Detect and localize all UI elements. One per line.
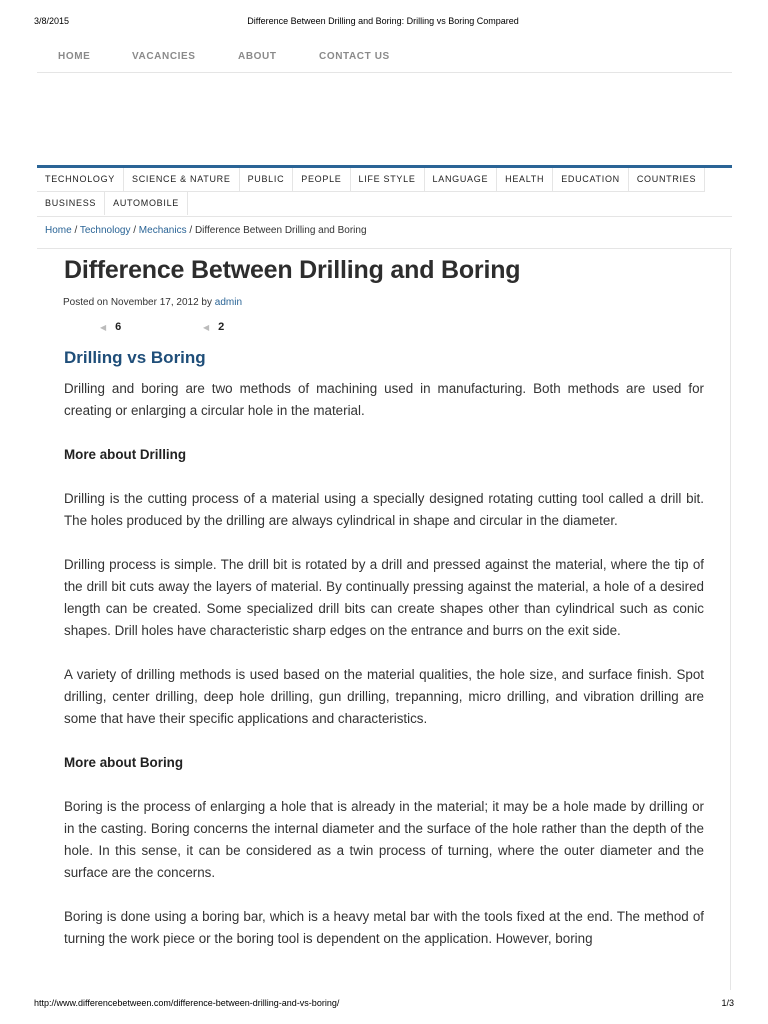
- top-menu-vacancies[interactable]: VACANCIES: [132, 51, 196, 62]
- section-heading-drilling: More about Drilling: [64, 447, 186, 462]
- category-language[interactable]: LANGUAGE: [425, 168, 498, 191]
- paragraph: Drilling and boring are two methods of machining used in manufacturing. Both methods are used for creating or enlarging a circular hole in the material.: [64, 381, 704, 418]
- share-count: 6: [115, 321, 122, 333]
- breadcrumb: [45, 225, 367, 236]
- category-education[interactable]: EDUCATION: [553, 168, 629, 191]
- top-menu-about[interactable]: ABOUT: [238, 51, 277, 62]
- print-url: http://www.differencebetween.com/difference-between-drilling-and-vs-boring/: [34, 998, 340, 1008]
- section-heading-boring: More about Boring: [64, 755, 184, 770]
- print-page-number: 1/3: [721, 998, 734, 1008]
- article-subtitle: Drilling vs Boring: [64, 348, 206, 367]
- print-date: 3/8/2015: [34, 16, 70, 26]
- category-countries[interactable]: COUNTRIES: [629, 168, 705, 191]
- print-doc-title: Difference Between Drilling and Boring: Drilling vs Boring Compared: [247, 16, 519, 26]
- share-arrow-icon: ◀: [100, 323, 107, 332]
- paragraph: Drilling process is simple. The drill bit is rotated by a drill and pressed against the material, where the tip of the drill bit cuts away the layers of material. By continually pressing against the material, a hole of a desired length can be created. Some specialized drill bits can create shapes other than cylindrical such as conic shapes. Drill holes have characteristic sharp edges on the entrance and burrs on the exit side.: [64, 557, 704, 638]
- breadcrumb-home[interactable]: Home: [45, 225, 72, 236]
- share-arrow-icon: ◀: [203, 323, 210, 332]
- category-public[interactable]: PUBLIC: [240, 168, 294, 191]
- author-link[interactable]: admin: [214, 297, 243, 308]
- category-health[interactable]: HEALTH: [497, 168, 553, 191]
- paragraph: Boring is done using a boring bar, which is a heavy metal bar with the tools fixed at the end. The method of turning the work piece or the boring tool is dependent on the application. However, boring: [64, 909, 704, 946]
- share-button-2[interactable]: [203, 321, 224, 333]
- breadcrumb-separator: /: [189, 225, 193, 236]
- category-life-style[interactable]: LIFE STYLE: [351, 168, 425, 191]
- top-menu: [37, 43, 732, 73]
- post-meta: [63, 297, 242, 308]
- breadcrumb-divider: [37, 248, 732, 249]
- posted-on-text: Posted on November 17, 2012 by: [63, 297, 212, 308]
- print-footer: [34, 998, 734, 1012]
- top-menu-home[interactable]: HOME: [58, 51, 91, 62]
- category-automobile[interactable]: AUTOMOBILE: [105, 192, 188, 215]
- category-business[interactable]: BUSINESS: [37, 192, 105, 215]
- category-row-2: [37, 192, 188, 215]
- print-header: [34, 16, 732, 30]
- content-right-border: [730, 248, 731, 1008]
- top-menu-contact[interactable]: CONTACT US: [319, 51, 390, 62]
- share-count: 2: [218, 321, 225, 333]
- breadcrumb-technology[interactable]: Technology: [79, 225, 131, 236]
- breadcrumb-separator: /: [74, 225, 78, 236]
- share-button-1[interactable]: [100, 321, 121, 333]
- article-body: [64, 378, 704, 972]
- category-nav: [37, 165, 732, 217]
- breadcrumb-current: Difference Between Drilling and Boring: [194, 225, 367, 236]
- paragraph: Boring is the process of enlarging a hole that is already in the material; it may be a hole made by drilling or in the casting. Boring concerns the internal diameter and the surface of the hole rather than the depth of the hole. In this sense, it can be considered as a twin process of turning, where the outer diameter and the surface are the concerns.: [64, 799, 704, 880]
- breadcrumb-mechanics[interactable]: Mechanics: [138, 225, 187, 236]
- paragraph: A variety of drilling methods is used based on the material qualities, the hole size, and surface finish. Spot drilling, center drilling, deep hole drilling, gun drilling, trepanning, micro drilling, and vibration drilling are some that have their specific applications and characteristics.: [64, 667, 704, 726]
- category-row-1: [37, 168, 705, 192]
- category-people[interactable]: PEOPLE: [293, 168, 350, 191]
- category-science-nature[interactable]: SCIENCE & NATURE: [124, 168, 240, 191]
- category-technology[interactable]: TECHNOLOGY: [37, 168, 124, 191]
- paragraph: Drilling is the cutting process of a material using a specially designed rotating cutting tool called a drill bit. The holes produced by the drilling are always cylindrical in shape and circular in the diameter.: [64, 491, 704, 528]
- breadcrumb-separator: /: [133, 225, 137, 236]
- page-title: Difference Between Drilling and Boring: [64, 256, 521, 284]
